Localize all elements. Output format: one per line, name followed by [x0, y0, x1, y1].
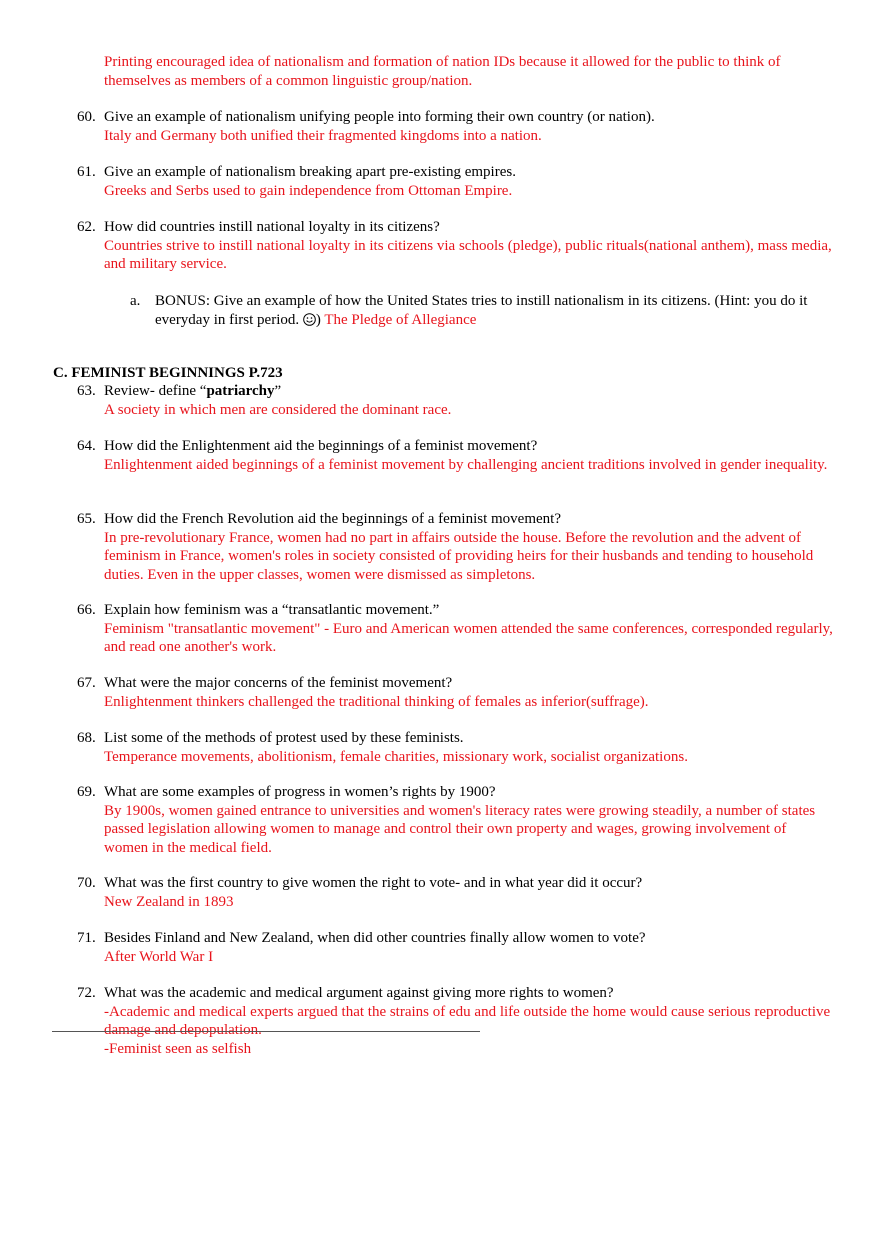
- answer-text: After World War I: [104, 948, 214, 965]
- section-heading: C. FEMINIST BEGINNINGS P.723: [53, 365, 283, 381]
- bonus-question-text: BONUS: Give an example of how the United States tries to instill nationalism in its citizens. (Hint: you do it everyday in first period.: [155, 293, 808, 328]
- question-term: patriarchy: [206, 383, 275, 399]
- answer-text: Feminism "transatlantic movement" - Euro and American women attended the same conferences, corresponded regularly, and read one another's work.: [104, 620, 833, 655]
- answer-text: By 1900s, women gained entrance to universities and women's literacy rates were growing steadily, a number of states passed legislation allowing women to manage and control their own property and wages, growing involvement of women in the medical field.: [104, 802, 816, 856]
- answer-text: In pre-revolutionary France, women had no part in affairs outside the house. Before the revolution and the advent of feminism in France, women's roles in society consisted of providing heirs for their husbands and tending to household duties. Even in the upper classes, women were dismissed as simpletons.: [104, 529, 814, 583]
- question-number: 60.: [77, 109, 96, 125]
- question-text: How did the French Revolution aid the beginnings of a feminist movement?: [104, 511, 561, 527]
- answer-text: Italy and Germany both unified their fragmented kingdoms into a nation.: [104, 127, 542, 144]
- question-text: Give an example of nationalism unifying people into forming their own country (or nation).: [104, 109, 655, 125]
- question-number: 65.: [77, 511, 96, 527]
- answer-text: -Academic and medical experts argued that the strains of edu and life outside the home would cause serious reproductive damage and depopulation.: [104, 1003, 831, 1038]
- question-text: What are some examples of progress in women’s rights by 1900?: [104, 784, 496, 800]
- answer-text-2: -Feminist seen as selfish: [104, 1040, 252, 1057]
- question-number: 62.: [77, 219, 96, 235]
- answer-text: Enlightenment aided beginnings of a feminist movement by challenging ancient traditions involved in gender inequality.: [104, 456, 828, 473]
- bonus-question-close: ): [315, 311, 321, 328]
- question-number: 66.: [77, 602, 96, 618]
- question-prefix: Review- define “: [104, 383, 207, 399]
- question-text: [104, 382, 834, 401]
- bonus-letter: a.: [130, 293, 141, 309]
- question-text: List some of the methods of protest used by these feminists.: [104, 730, 464, 746]
- answer-text: Temperance movements, abolitionism, female charities, missionary work, socialist organizations.: [104, 748, 688, 765]
- answer-text: Greeks and Serbs used to gain independence from Ottoman Empire.: [104, 182, 513, 199]
- answer-text: Enlightenment thinkers challenged the traditional thinking of females as inferior(suffrage).: [104, 693, 649, 710]
- question-text: What was the first country to give women the right to vote- and in what year did it occur?: [104, 875, 643, 891]
- question-text: How did the Enlightenment aid the beginnings of a feminist movement?: [104, 438, 538, 454]
- question-number: 61.: [77, 164, 96, 180]
- bonus-answer: The Pledge of Allegiance: [320, 311, 477, 328]
- question-number: 70.: [77, 875, 96, 891]
- question-number: 72.: [77, 985, 96, 1001]
- question-text: Give an example of nationalism breaking apart pre-existing empires.: [104, 164, 516, 180]
- question-number: 63.: [77, 383, 96, 399]
- question-number: 71.: [77, 930, 96, 946]
- footnote-separator: [52, 1031, 480, 1032]
- question-text: What were the major concerns of the feminist movement?: [104, 675, 453, 691]
- question-number: 69.: [77, 784, 96, 800]
- question-text: What was the academic and medical argument against giving more rights to women?: [104, 985, 614, 1001]
- intro-answer: Printing encouraged idea of nationalism and formation of nation IDs because it allowed for the public to think of themselves as members of a common linguistic group/nation.: [104, 54, 781, 89]
- question-number: 67.: [77, 675, 96, 691]
- question-number: 68.: [77, 730, 96, 746]
- question-text: Explain how feminism was a “transatlantic movement.”: [104, 602, 440, 618]
- question-suffix: ”: [274, 383, 282, 399]
- smiley-icon: [303, 313, 316, 326]
- question-text: Besides Finland and New Zealand, when did other countries finally allow women to vote?: [104, 930, 646, 946]
- question-number: 64.: [77, 438, 96, 454]
- answer-text: A society in which men are considered the dominant race.: [104, 401, 452, 418]
- answer-text: New Zealand in 1893: [104, 893, 234, 910]
- answer-text: Countries strive to instill national loyalty in its citizens via schools (pledge), public rituals(national anthem), mass media, and military service.: [104, 237, 832, 272]
- question-text: How did countries instill national loyalty in its citizens?: [104, 219, 440, 235]
